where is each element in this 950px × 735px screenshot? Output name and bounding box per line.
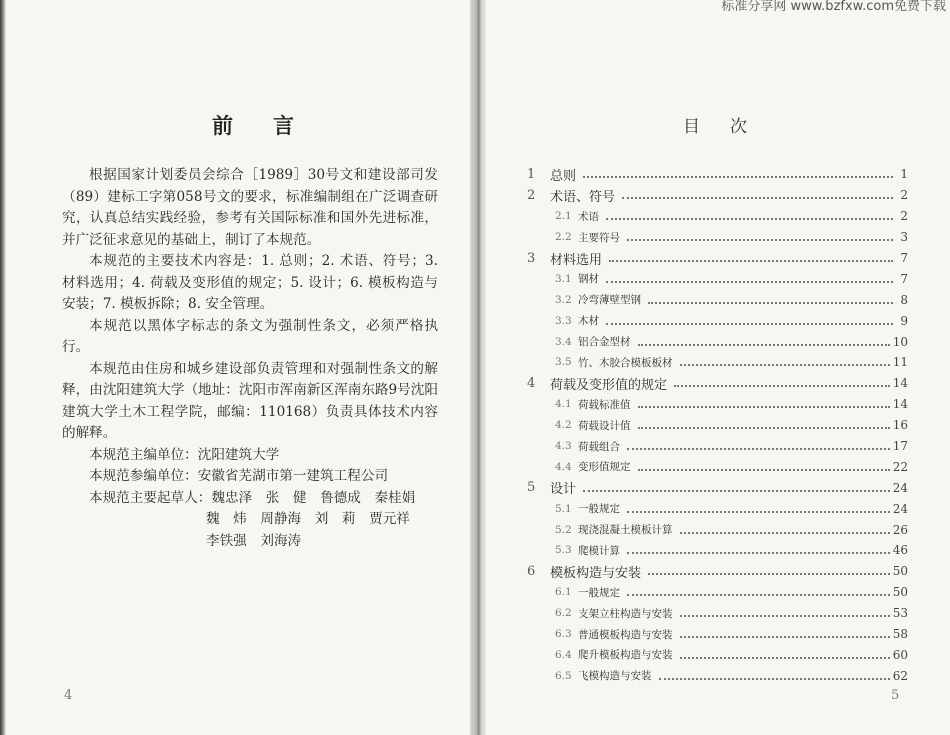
toc-entry-page: 14 xyxy=(892,376,908,391)
toc-entry-page: 2 xyxy=(900,209,908,224)
toc-entry[interactable] xyxy=(527,227,908,248)
page-number-left: 4 xyxy=(64,688,73,703)
toc-entry[interactable] xyxy=(527,331,908,352)
toc-leader-dots xyxy=(606,218,893,220)
toc-entry-label: 荷载组合 xyxy=(578,440,620,453)
toc-entry-page: 3 xyxy=(900,230,908,245)
toc-leader-dots xyxy=(680,615,890,617)
toc-entry[interactable] xyxy=(527,477,908,498)
toc-leader-dots xyxy=(627,552,890,554)
toc-entry-label: 荷载及变形值的规定 xyxy=(550,377,668,393)
toc-entry-page: 2 xyxy=(900,188,908,203)
toc-entry-label: 冷弯薄壁型钢 xyxy=(578,294,641,307)
watermark: 标准分享网 www.bzfxw.com免费下载 xyxy=(721,0,946,14)
toc-entry-page: 16 xyxy=(892,418,908,433)
toc-entry-label: 术语、符号 xyxy=(550,189,616,205)
toc-entry-page: 26 xyxy=(892,522,908,537)
toc-leader-dots xyxy=(638,469,890,471)
toc-entry[interactable] xyxy=(527,498,908,519)
toc-entry-label: 荷载设计值 xyxy=(578,419,631,432)
toc-leader-dots xyxy=(638,406,890,408)
toc-entry-number: 3.2 xyxy=(555,293,572,306)
toc-leader-dots xyxy=(674,385,890,387)
toc-entry[interactable] xyxy=(527,624,908,645)
toc-entry[interactable] xyxy=(527,268,908,289)
toc-entry-page: 50 xyxy=(892,564,908,579)
participating-unit: 本规范参编单位：安徽省芜湖市第一建筑工程公司 xyxy=(89,468,389,484)
toc-leader-dots xyxy=(680,532,890,534)
toc-entry-page: 7 xyxy=(900,251,908,265)
toc-entry-page: 60 xyxy=(892,647,908,662)
toc-leader-dots xyxy=(638,427,890,429)
toc-entry-number: 4 xyxy=(527,375,536,391)
preface-title: 前言 xyxy=(212,113,334,138)
preface-paragraph: 本规范的主要技术内容是：1. 总则；2. 术语、符号；3. 材料选用；4. 荷载及变形值的规定；5. 设计；6. 模板构造与安装；7. 模板拆除；8. 安全管理。 xyxy=(62,253,438,312)
toc-entry-label: 术语 xyxy=(578,210,599,223)
toc-entry-page: 14 xyxy=(892,397,908,412)
toc-entry-label: 铝合金型材 xyxy=(578,336,631,349)
toc-entry[interactable] xyxy=(527,289,908,310)
toc-entry-label: 设计 xyxy=(550,482,577,498)
toc-entry-number: 6.1 xyxy=(555,586,572,599)
toc-entry-page: 24 xyxy=(892,480,908,495)
toc-entry[interactable] xyxy=(527,206,908,227)
drafters-line: 魏 炜 周静海 刘 莉 贾元祥 xyxy=(206,511,410,527)
toc-entry[interactable] xyxy=(527,456,908,477)
toc-leader-dots xyxy=(680,636,890,638)
toc-leader-dots xyxy=(606,323,893,325)
toc-entry-page: 62 xyxy=(892,668,908,683)
toc-entry-number: 6 xyxy=(527,563,536,579)
toc-entry-label: 飞模构造与安装 xyxy=(578,670,652,683)
toc-entry-page: 46 xyxy=(892,543,908,558)
preface-paragraph: 根据国家计划委员会综合［1989］30号文和建设部司发（89）建标工字第058号文的要求，标准编制组在广泛调查研究，认真总结实践经验，参考有关国际标准和国外先进标准，并广泛征求意见的基础上，制订了本规范。 xyxy=(62,167,438,248)
toc-leader-dots xyxy=(638,344,890,346)
preface-paragraph: 本规范以黑体字标志的条文为强制性条文，必须严格执行。 xyxy=(62,317,438,355)
toc-entry-label: 竹、木胶合模板板材 xyxy=(578,356,673,369)
toc-entry[interactable] xyxy=(527,185,908,206)
toc-entry-number: 2.2 xyxy=(555,231,572,244)
toc-leader-dots xyxy=(583,490,890,492)
toc-entry-number: 1 xyxy=(527,166,536,182)
toc-entry-number: 4.4 xyxy=(555,460,572,473)
toc-entry-page: 58 xyxy=(892,627,908,642)
toc-entry[interactable] xyxy=(527,540,908,561)
toc-entry-page: 22 xyxy=(892,459,908,474)
toc-entry-label: 钢材 xyxy=(578,273,599,286)
toc-entry[interactable] xyxy=(527,644,908,665)
toc-entry[interactable] xyxy=(527,415,908,436)
toc-entry[interactable] xyxy=(527,561,908,582)
page-edge-shadow xyxy=(0,0,6,735)
toc-entry-label: 变形值规定 xyxy=(578,461,631,474)
toc-leader-dots xyxy=(680,364,890,366)
toc-leader-dots xyxy=(648,573,890,575)
toc-entry-label: 爬升模板构造与安装 xyxy=(578,649,673,662)
toc-entry-number: 3.4 xyxy=(555,335,572,348)
preface-paragraph: 本规范由住房和城乡建设部负责管理和对强制性条文的解释，由沈阳建筑大学（地址：沈阳市浑南新区浑南东路9号沈阳建筑大学土木工程学院，邮编：110168）负责具体技术内容的解释。 xyxy=(62,360,438,441)
toc-entry-number: 4.3 xyxy=(555,440,572,453)
preface-body xyxy=(62,165,438,552)
toc-entry-page: 53 xyxy=(892,606,908,621)
toc-entry-number: 6.3 xyxy=(555,628,572,641)
toc-entry-number: 6.5 xyxy=(555,669,572,682)
left-page xyxy=(0,0,470,735)
toc-entry-label: 材料选用 xyxy=(550,252,603,268)
toc-entry-label: 爬模计算 xyxy=(578,544,620,557)
toc-entry-number: 6.2 xyxy=(555,607,572,620)
toc-entry-page: 1 xyxy=(900,167,908,182)
toc-leader-dots xyxy=(609,260,893,262)
toc-entry-label: 总则 xyxy=(550,168,577,184)
toc-entry-page: 11 xyxy=(892,355,908,370)
toc-entry-number: 4.2 xyxy=(555,419,572,432)
toc-entry-page: 50 xyxy=(892,585,908,600)
book-spine xyxy=(470,0,486,735)
toc-entry[interactable] xyxy=(527,603,908,624)
toc-entry-label: 一般规定 xyxy=(578,586,620,599)
toc-leader-dots xyxy=(680,657,890,659)
toc-entry-number: 4.1 xyxy=(555,398,572,411)
toc-leader-dots xyxy=(583,176,893,178)
toc-entry[interactable] xyxy=(527,582,908,603)
toc-entry[interactable] xyxy=(527,519,908,540)
page-number-right: 5 xyxy=(891,688,900,703)
toc-entry-label: 现浇混凝土模板计算 xyxy=(578,524,673,537)
toc-entry-number: 2.1 xyxy=(555,210,572,223)
toc-entry-label: 主要符号 xyxy=(578,231,620,244)
toc-entry-number: 3.5 xyxy=(555,356,572,369)
toc-entry-number: 2 xyxy=(527,187,536,203)
drafters-line: 本规范主要起草人：魏忠泽 张 健 鲁德成 秦桂娟 xyxy=(89,489,416,506)
toc-entry-number: 3.3 xyxy=(555,314,572,327)
toc-entry-label: 模板构造与安装 xyxy=(550,565,642,581)
toc-entry-number: 5.1 xyxy=(555,502,572,515)
toc-entry-number: 5.3 xyxy=(555,544,572,557)
toc-entry-label: 普通模板构造与安装 xyxy=(578,628,673,641)
toc-entry[interactable] xyxy=(527,352,908,373)
toc-leader-dots xyxy=(627,239,893,241)
toc-entry-page: 10 xyxy=(892,334,908,349)
toc-entry-number: 6.4 xyxy=(555,648,572,661)
toc-leader-dots xyxy=(648,302,893,304)
toc-entry[interactable] xyxy=(527,248,908,269)
toc-entry-label: 支架立柱构造与安装 xyxy=(578,607,673,620)
toc-entry-page: 17 xyxy=(892,439,908,454)
toc-entry-number: 3.1 xyxy=(555,272,572,285)
toc-entry-label: 木材 xyxy=(578,315,599,328)
toc-entry[interactable] xyxy=(527,394,908,415)
toc-entry[interactable] xyxy=(527,164,908,185)
toc-entry-page: 7 xyxy=(900,271,908,286)
toc-leader-dots xyxy=(606,281,893,283)
toc-title: 目次 xyxy=(683,117,777,137)
toc-leader-dots xyxy=(627,511,890,513)
toc-entry-label: 一般规定 xyxy=(578,503,620,516)
chief-unit: 本规范主编单位：沈阳建筑大学 xyxy=(89,446,280,463)
toc-leader-dots xyxy=(622,197,893,199)
toc-entry[interactable] xyxy=(527,665,908,686)
toc-entry-page: 9 xyxy=(900,313,908,328)
toc-entry[interactable] xyxy=(527,373,908,394)
toc-leader-dots xyxy=(627,594,890,596)
drafters-line: 李铁强 刘海涛 xyxy=(206,532,302,549)
toc-entry[interactable] xyxy=(527,436,908,457)
toc-entry-page: 24 xyxy=(892,501,908,516)
toc-leader-dots xyxy=(627,448,890,450)
toc-entry-number: 3 xyxy=(527,250,536,266)
toc-entry-page: 8 xyxy=(900,292,908,307)
toc-entry-label: 荷载标准值 xyxy=(578,398,631,411)
toc-entry-number: 5.2 xyxy=(555,523,572,536)
table-of-contents xyxy=(527,164,908,686)
toc-entry[interactable] xyxy=(527,310,908,331)
toc-entry-number: 5 xyxy=(527,480,536,496)
toc-leader-dots xyxy=(659,678,890,680)
